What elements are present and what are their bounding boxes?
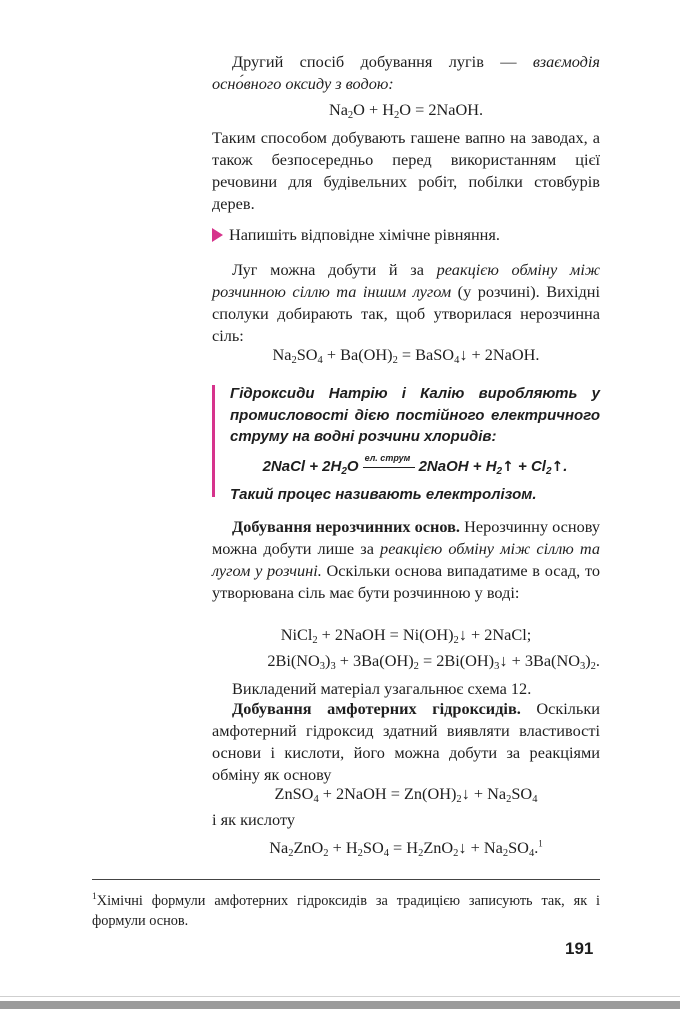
- paragraph-italic: взаємодія осно́вного оксиду з водою:: [212, 52, 600, 93]
- gas-arrow-icon: ↑: [502, 458, 514, 475]
- footnote-mark: 1: [92, 892, 97, 902]
- footnote: [92, 887, 600, 931]
- task-prompt: [212, 224, 600, 246]
- page-edge-line: [0, 996, 680, 997]
- accent-bar: [212, 385, 215, 497]
- formula-na2so4-baoh2: $Na_2SO_4 + Ba(OH)_2$ = BaSO$_4$↓ + 2NaOH.: [272, 345, 540, 366]
- footnote-ref: 1: [538, 838, 543, 849]
- page-number: 191: [565, 939, 594, 958]
- section-heading: Добування нерозчинних основ.: [232, 517, 460, 536]
- footnote-divider: [92, 879, 600, 880]
- formula-na2o-water: $Na_2O + H_2O$ = 2NaOH.: [328, 100, 484, 121]
- paragraph-exchange-reaction: Луг можна добути й за реакцією обміну між розчинною сіллю та іншим лугом (у розчині). Вихідні сполуки добирають так, щоб утворилася нерозчинна сіль:: [212, 260, 600, 345]
- formula-znso4: ZnSO$_4$ + 2NaOH = $Zn(OH)_2↓ + Na_2SO_4$: [274, 784, 538, 805]
- formula-bino3: $2Bi(NO_3)_3 + 3Ba(OH)_2$ = $2Bi(OH)_3↓ + 3Ba(NO_3)_2$.: [267, 651, 600, 672]
- triangle-marker-icon: [212, 228, 223, 242]
- paragraph-amphoteric: Добування амфотерних гідроксидів. Оскільки амфотерний гідроксид здатний виявляти властивості основи і кислоти, його можна добути за реакціями обміну як основу: [212, 699, 600, 784]
- formula-na2zno2: $Na_2ZnO_2 + H_2SO_4$ = $H_2ZnO_2↓ + Na_2SO_4.^1$: [269, 838, 543, 859]
- paragraph-scheme-ref: Викладений матеріал узагальнює схема 12.: [232, 679, 532, 698]
- section-heading: Добування амфотерних гідроксидів.: [232, 699, 521, 718]
- paragraph-insoluble-bases: Добування нерозчинних основ. Нерозчинну основу можна добути лише за реакцією обміну між сіллю та лугом у розчині. Оскільки основа випадатиме в осад, то утворювана сіль має бути розчинною у воді:: [212, 517, 600, 602]
- electrolysis-note-box: [212, 383, 600, 503]
- paragraph-alkali-method: [212, 51, 600, 95]
- electrolysis-term: Такий процес називають електролізом.: [230, 486, 537, 503]
- footnote-text: Хімічні формули амфотерних гідроксидів за традицією записують так, як і формули основ.: [92, 892, 600, 929]
- formula-nicl2: NiCl$_2$ + 2NaOH = $Ni(OH)_2↓$ + 2NaCl;: [280, 625, 532, 646]
- electrolysis-note: [230, 383, 600, 506]
- paragraph-text: Другий спосіб добування лугів —: [232, 52, 533, 71]
- paragraph-as-acid: і як кислоту: [212, 810, 296, 829]
- reaction-condition: ел. струм: [363, 457, 415, 477]
- task-text: Напишіть відповідне хімічне рівняння.: [229, 225, 500, 244]
- paragraph-slaked-lime: Таким способом добувають гашене вапно на заводах, а також безпосередньо перед використанням цієї речовини для будівельних робіт, побілки стовбурів дерев.: [212, 128, 600, 213]
- gas-arrow-icon: ↑: [551, 458, 564, 475]
- electrolysis-description: Гідроксиди Натрію і Калію виробляють у промисловості дією постійного електричного струму на водні розчини хлоридів:: [230, 385, 600, 445]
- electrolysis-equation: 2NaCl + $2H_2O$ ел. струм 2NaOH + $H_2↑$ + $Cl_2↑$.: [262, 452, 568, 477]
- page-bottom-bar: [0, 1001, 680, 1009]
